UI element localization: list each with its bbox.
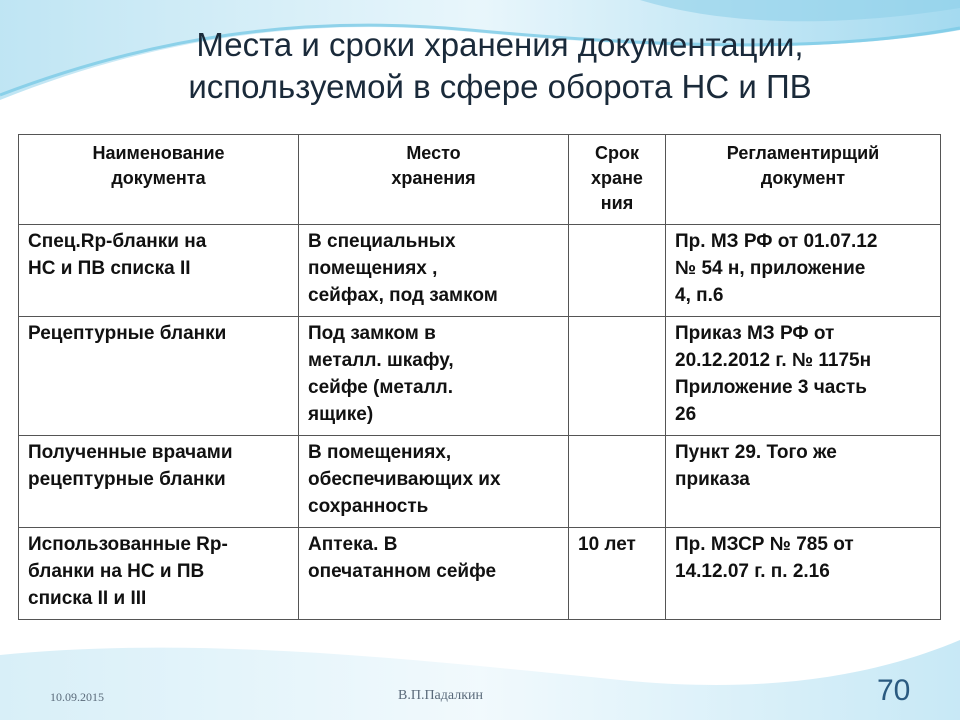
cell-text: Использованные Rp-: [28, 534, 228, 555]
header-text: Место: [406, 143, 461, 163]
header-text: хранения: [391, 168, 476, 188]
footer-author: В.П.Падалкин: [398, 688, 484, 703]
table-row: [19, 225, 941, 317]
cell-regulation: [666, 436, 941, 528]
cell-text: рецептурные бланки: [28, 469, 226, 490]
slide-title: [110, 24, 890, 108]
cell-text: 14.12.07 г. п. 2.16: [675, 561, 830, 582]
cell-text: Приказ МЗ РФ от: [675, 323, 835, 344]
header-text: ния: [600, 193, 634, 213]
cell-storage-term: [569, 317, 666, 436]
cell-document-name: [19, 436, 299, 528]
header-storage-term: [569, 135, 666, 225]
cell-text: опечатанном сейфе: [308, 561, 497, 582]
cell-text: сейфе (металл.: [308, 377, 454, 398]
table-row: [19, 317, 941, 436]
cell-text: Пункт 29. Того же: [675, 442, 837, 463]
header-text: документа: [111, 168, 206, 188]
cell-text: ящике): [308, 404, 374, 425]
cell-storage-place: [299, 528, 569, 620]
cell-text: Полученные врачами: [28, 442, 233, 463]
header-storage-place: [299, 135, 569, 225]
cell-text: Пр. МЗ РФ от 01.07.12: [675, 231, 878, 252]
cell-text: 20.12.2012 г. № 1175н: [675, 350, 872, 371]
cell-regulation: [666, 225, 941, 317]
cell-text: НС и ПВ списка II: [28, 258, 191, 279]
slide-title-line-1: Места и сроки хранения документации,: [196, 26, 804, 63]
footer-date: 10.09.2015: [50, 690, 104, 704]
cell-text: Пр. МЗСР № 785 от: [675, 534, 854, 555]
documents-table: [18, 134, 941, 620]
cell-text: Аптека. В: [308, 534, 398, 555]
cell-regulation: [666, 317, 941, 436]
cell-storage-place: [299, 436, 569, 528]
cell-document-name: [19, 528, 299, 620]
cell-document-name: [19, 317, 299, 436]
header-text: хране: [591, 168, 643, 188]
cell-text: бланки на НС и ПВ: [28, 561, 205, 582]
cell-text: В специальных: [308, 231, 456, 252]
cell-text: Рецептурные бланки: [28, 323, 227, 344]
header-text: документ: [760, 168, 846, 188]
cell-text: помещениях ,: [308, 258, 438, 279]
cell-storage-place: [299, 317, 569, 436]
header-document-name: [19, 135, 299, 225]
header-text: Наименование: [92, 143, 225, 163]
bottom-wave-band: [0, 640, 960, 720]
cell-storage-term: [569, 225, 666, 317]
page-number: 70: [877, 674, 911, 707]
cell-text: Приложение 3 часть: [675, 377, 867, 398]
header-regulation: [666, 135, 941, 225]
cell-text: сейфах, под замком: [308, 285, 498, 306]
cell-text: сохранность: [308, 496, 429, 517]
cell-text: В помещениях,: [308, 442, 452, 463]
cell-text: 26: [675, 404, 697, 425]
slide-title-line-2: используемой в сфере оборота НС и ПВ: [188, 68, 812, 105]
table-row: [19, 528, 941, 620]
cell-storage-place: [299, 225, 569, 317]
cell-storage-term: 10 лет: [569, 528, 666, 620]
cell-document-name: [19, 225, 299, 317]
cell-text: приказа: [675, 469, 750, 490]
header-text: Регламентирщий: [726, 143, 880, 163]
cell-text: Спец.Rp-бланки на: [28, 231, 207, 252]
cell-text: 4, п.6: [675, 285, 724, 306]
cell-regulation: [666, 528, 941, 620]
header-text: Срок: [595, 143, 639, 163]
cell-text: списка II и III: [28, 588, 147, 609]
cell-text: металл. шкафу,: [308, 350, 454, 371]
cell-storage-term: [569, 436, 666, 528]
cell-text: Под замком в: [308, 323, 436, 344]
table-header-row: [19, 135, 941, 225]
cell-text: обеспечивающих их: [308, 469, 501, 490]
cell-text: № 54 н, приложение: [675, 258, 866, 279]
table-row: [19, 436, 941, 528]
